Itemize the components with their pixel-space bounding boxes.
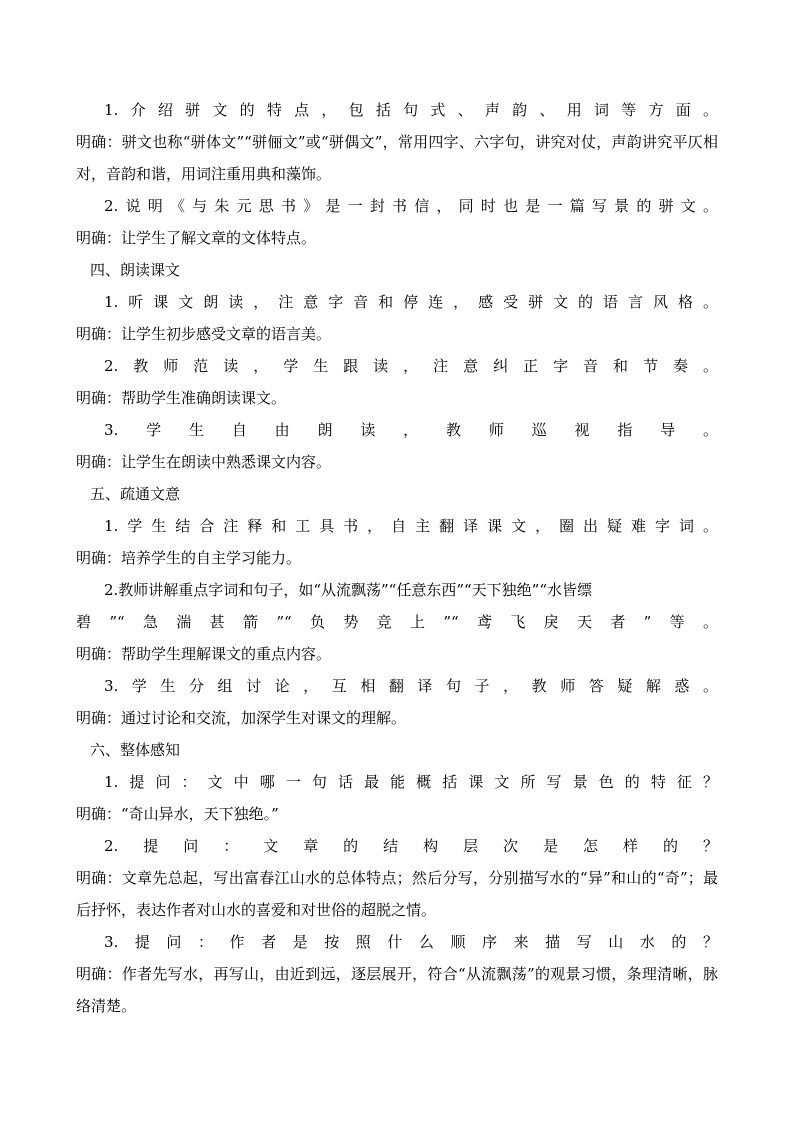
question-line: 1.提问：文中哪一句话最能概括课文所写景色的特征？ — [104, 773, 718, 791]
answer-text: 明确：让学生了解文章的文体特点。 — [76, 229, 317, 247]
item-q2 — [76, 830, 718, 926]
answer-text: 明确：培养学生的自主学习能力。 — [76, 549, 302, 567]
question-line: 1.听课文朗读，注意字音和停连，感受骈文的语言风格。 — [104, 293, 718, 311]
item-letter-genre — [76, 190, 718, 254]
answer-text: 明确：“奇山异水，天下独绝。” — [76, 805, 279, 823]
item-free-read — [76, 414, 718, 478]
section-heading: 五、疏通文意 — [90, 485, 181, 503]
item-teacher-read — [76, 350, 718, 414]
answer-text: 明确：让学生初步感受文章的语言美。 — [76, 325, 332, 343]
section-heading: 六、整体感知 — [90, 741, 181, 759]
answer-text: 明确：帮助学生理解课文的重点内容。 — [76, 645, 332, 663]
question-line: 1.介绍骈文的特点，包括句式、声韵、用词等方面。 — [104, 101, 718, 119]
answer-text: 明确：文章先总起，写出富春江山水的总体特点；然后分写，分别描写水的“异”和山的“奇”；最后抒怀，表达作者对山水的喜爱和对世俗的超脱之情。 — [76, 869, 718, 919]
section-heading: 四、朗读课文 — [90, 261, 181, 279]
answer-text: 明确：骈文也称“骈体文”“骈俪文”或“骈偶文”，常用四字、六字句，讲究对仗，声韵讲究平仄相对，音韵和谐，用词注重用典和藻饰。 — [76, 133, 718, 183]
question-line: 2.教师范读，学生跟读，注意纠正字音和节奏。 — [104, 357, 718, 375]
answer-text: 明确：帮助学生准确朗读课文。 — [76, 389, 287, 407]
question-line-cont: 碧”“急湍甚箭”“负势竞上”“鸢飞戾天者”等。 — [76, 613, 718, 631]
answer-text: 明确：作者先写水，再写山，由近到远，逐层展开，符合“从流飘荡”的观景习惯，条理清晰，脉络清楚。 — [76, 965, 718, 1015]
question-line: 3.学生分组讨论，互相翻译句子，教师答疑解惑。 — [104, 677, 718, 695]
answer-text: 明确：通过讨论和交流，加深学生对课文的理解。 — [76, 709, 407, 727]
answer-text: 明确：让学生在朗读中熟悉课文内容。 — [76, 453, 332, 471]
item-listen — [76, 286, 718, 350]
item-self-translate — [76, 510, 718, 574]
question-line: 1.学生结合注释和工具书，自主翻译课文，圈出疑难字词。 — [104, 517, 718, 535]
question-line: 3.提问：作者是按照什么顺序来描写山水的？ — [104, 933, 718, 951]
item-intro-features — [76, 94, 718, 190]
item-q1 — [76, 766, 718, 830]
question-line: 2.说明《与朱元思书》是一封书信，同时也是一篇写景的骈文。 — [104, 197, 718, 215]
question-line: 3.学生自由朗读，教师巡视指导。 — [104, 421, 718, 439]
question-line: 2.教师讲解重点字词和句子，如“从流飘荡”“任意东西”“天下独绝”“水皆缥 — [104, 581, 592, 599]
question-line: 2.提问：文章的结构层次是怎样的？ — [104, 837, 718, 855]
item-q3 — [76, 926, 718, 1022]
item-group-discuss — [76, 670, 718, 734]
item-key-words — [76, 574, 718, 670]
